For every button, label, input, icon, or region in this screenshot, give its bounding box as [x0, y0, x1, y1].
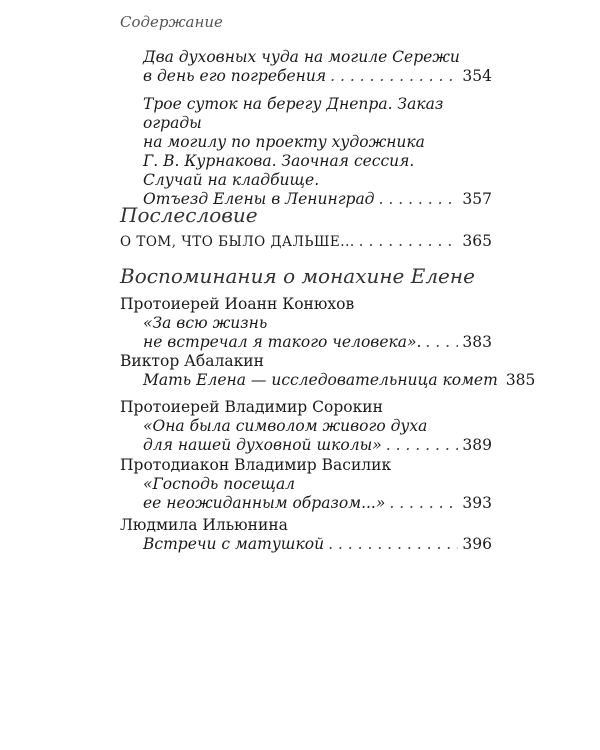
entry-author: Протоиерей Иоанн Конюхов	[120, 295, 355, 313]
toc-entry	[120, 232, 492, 252]
section-title-memories: Воспоминания о монахине Елене	[120, 264, 475, 288]
entry-text: Встречи с матушкой	[143, 535, 325, 553]
leader-dots	[386, 436, 459, 455]
running-head: Содержание	[120, 13, 223, 31]
leader-dots	[328, 535, 458, 554]
entry-line: на могилу по проекту художника	[143, 133, 425, 151]
entry-line: Случай на кладбище.	[143, 171, 320, 189]
toc-entry	[120, 295, 492, 352]
section-title-afterword: Послесловие	[120, 203, 258, 227]
leader-dots	[359, 232, 459, 251]
entry-line: «Господь посещал	[143, 475, 296, 493]
entry-text: не встречал я такого человека».	[143, 333, 422, 351]
entry-last-line	[120, 371, 536, 390]
entry-last-line	[120, 333, 492, 352]
entry-last-line	[120, 232, 492, 252]
page-number: 393	[462, 494, 492, 512]
entry-text: О ТОМ, ЧТО БЫЛО ДАЛЬШЕ...	[120, 234, 355, 250]
page-number: 383	[462, 333, 492, 351]
page-number: 396	[462, 535, 492, 553]
entry-line: «За всю жизнь	[143, 314, 268, 332]
entry-last-line	[120, 535, 492, 554]
toc-entry	[143, 48, 492, 86]
toc-entry	[120, 456, 492, 513]
entry-text: Отъезд Елены в Ленинград	[143, 190, 375, 208]
entry-author: Людмила Ильюнина	[120, 516, 288, 534]
leader-dots	[330, 67, 458, 86]
entry-line: «Она была символом живого духа	[143, 417, 428, 435]
entry-text: Мать Елена — исследовательница комет	[143, 371, 498, 389]
page-number: 385	[505, 371, 536, 389]
page-number: 365	[462, 232, 492, 250]
entry-last-line	[143, 67, 492, 86]
toc-entry	[143, 95, 492, 209]
leader-dots	[379, 190, 459, 209]
entry-author: Протоиерей Владимир Сорокин	[120, 398, 383, 416]
entry-text: для нашей духовной школы»	[143, 436, 382, 454]
page-number: 357	[462, 190, 492, 208]
toc-entry	[120, 398, 492, 455]
entry-line: Г. В. Курнакова. Заочная сессия.	[143, 152, 415, 170]
entry-author: Протодиакон Владимир Василик	[120, 456, 392, 474]
entry-author: Виктор Абалакин	[120, 352, 264, 370]
leader-dots	[389, 494, 458, 513]
entry-text: ее неожиданным образом...»	[143, 494, 386, 512]
entry-last-line	[120, 436, 492, 455]
entry-last-line	[120, 494, 492, 513]
page-number: 354	[462, 67, 492, 85]
page-number: 389	[462, 436, 492, 454]
entry-line: Трое суток на берегу Днепра. Заказ ограды	[143, 95, 444, 132]
entry-text: в день его погребения	[143, 67, 327, 85]
toc-entry	[120, 516, 492, 554]
entry-line: Два духовных чуда на могиле Сережи	[143, 48, 460, 66]
leader-dots	[425, 333, 458, 352]
toc-entry	[120, 352, 536, 390]
